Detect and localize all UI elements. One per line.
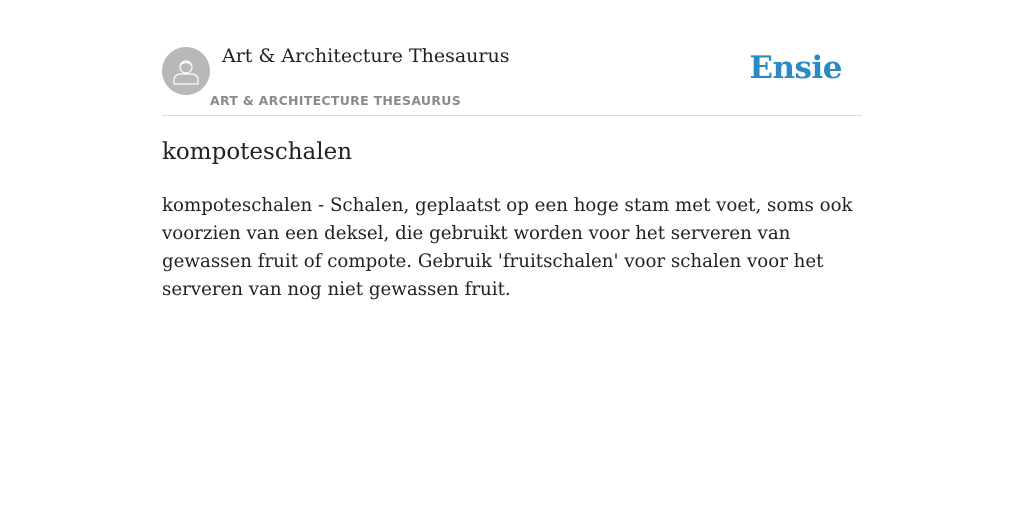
user-icon [171, 56, 201, 86]
article-body: kompoteschalen - Schalen, geplaatst op een hoge stam met voet, soms ook voorzien van een deksel, die gebruikt worden voor het serveren van gewassen fruit of compote. Gebruik 'fruitschalen' voor schalen voor het serveren van nog niet gewassen fruit. [162, 195, 853, 300]
ensie-logo[interactable]: Ensie [749, 50, 842, 86]
page-container [162, 0, 862, 300]
article-title: kompoteschalen [162, 139, 353, 165]
avatar[interactable] [162, 47, 210, 95]
source-label[interactable]: ART & ARCHITECTURE THESAURUS [210, 93, 462, 108]
author-name[interactable]: Art & Architecture Thesaurus [222, 45, 510, 67]
article-header [162, 0, 862, 116]
